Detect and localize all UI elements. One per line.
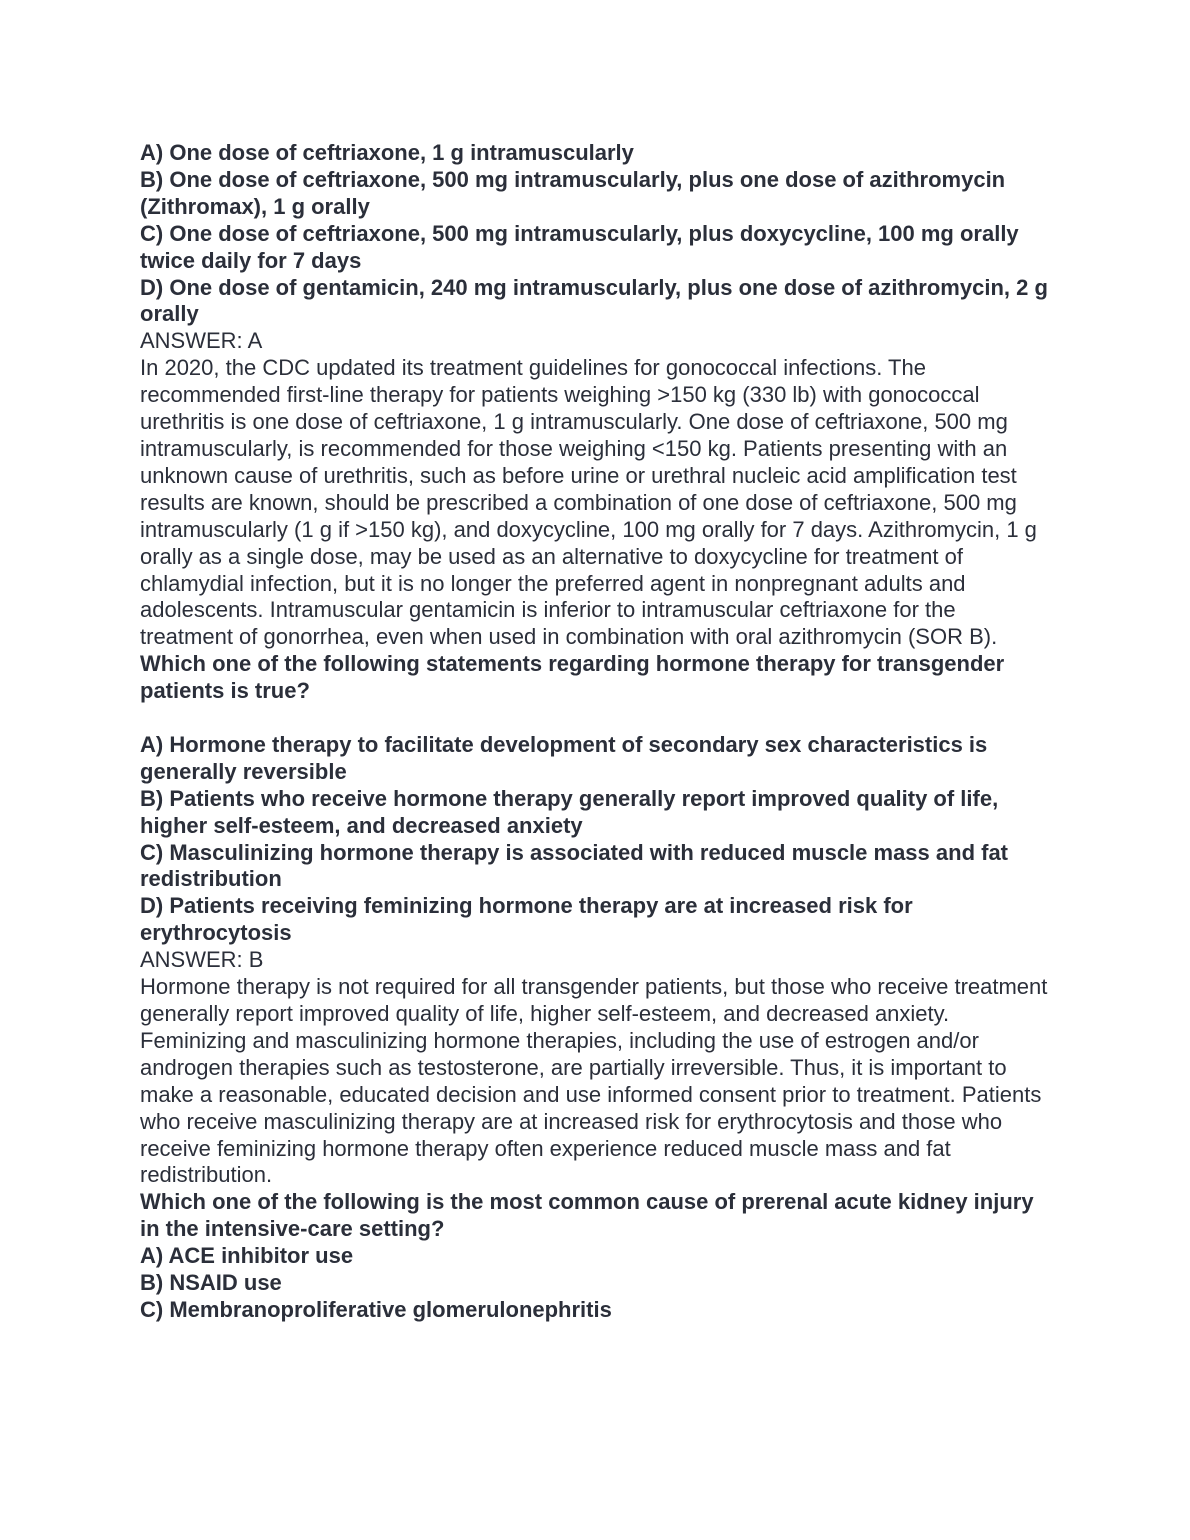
explanation-paragraph: In 2020, the CDC updated its treatment guidelines for gonococcal infections. The recommended first-line therapy for patients weighing >150 kg (330 lb) with gonococcal urethritis is one dose of ceftriaxone, 1 g intramuscularly. One dose of ceftriaxone, 500 mg intramuscularly, is recommended for those weighing <150 kg. Patients presenting with an unknown cause of urethritis, such as before urine or urethral nucleic acid amplification test results are known, should be prescribed a combination of one dose of ceftriaxone, 500 mg intramuscularly (1 g if >150 kg), and doxycycline, 100 mg orally for 7 days. Azithromycin, 1 g orally as a single dose, may be used as an alternative to doxycycline for treatment of chlamydial infection, but it is no longer the preferred agent in nonpregnant adults and adolescents. Intramuscular gentamicin is inferior to intramuscular ceftriaxone for the treatment of gonorrhea, even when used in combination with oral azithromycin (SOR B). [140, 355, 1037, 650]
option-a: A) ACE inhibitor use [140, 1243, 354, 1269]
option-d: D) One dose of gentamicin, 240 mg intramuscularly, plus one dose of azithromycin, 2 g orally [140, 274, 1048, 327]
option-d: D) Patients receiving feminizing hormone therapy are at increased risk for erythrocytosis [140, 893, 913, 946]
question-text: Which one of the following statements regarding hormone therapy for transgender patients is true? [140, 651, 1005, 704]
explanation-paragraph: Hormone therapy is not required for all transgender patients, but those who receive treatment generally report improved quality of life, higher self-esteem, and decreased anxiety. Feminizing and masculinizing hormone therapies, including the use of estrogen and/or androgen therapies such as testosterone, are partially irreversible. Thus, it is important to make a reasonable, educated decision and use informed consent prior to treatment. Patients who receive masculinizing therapy are at increased risk for erythrocytosis and those who receive feminizing hormone therapy often experience reduced muscle mass and fat redistribution. [140, 974, 1048, 1188]
answer-line: ANSWER: A [140, 328, 263, 354]
option-c: C) One dose of ceftriaxone, 500 mg intramuscularly, plus doxycycline, 100 mg orally twice daily for 7 days [140, 220, 1019, 273]
option-c: C) Masculinizing hormone therapy is associated with reduced muscle mass and fat redistribution [140, 839, 1009, 892]
option-c: C) Membranoproliferative glomerulonephritis [140, 1296, 612, 1322]
option-a: A) Hormone therapy to facilitate development of secondary sex characteristics is generally reversible [140, 731, 988, 784]
document-page [140, 140, 1050, 1324]
option-b: B) One dose of ceftriaxone, 500 mg intramuscularly, plus one dose of azithromycin (Zithromax), 1 g orally [140, 166, 1006, 219]
option-a: A) One dose of ceftriaxone, 1 g intramuscularly [140, 140, 634, 165]
answer-line: ANSWER: B [140, 947, 264, 973]
blank-line [140, 705, 1050, 732]
question-text: Which one of the following is the most common cause of prerenal acute kidney injury in the intensive-care setting? [140, 1189, 1034, 1242]
option-b: B) NSAID use [140, 1270, 282, 1296]
option-b: B) Patients who receive hormone therapy generally report improved quality of life, higher self-esteem, and decreased anxiety [140, 785, 999, 838]
